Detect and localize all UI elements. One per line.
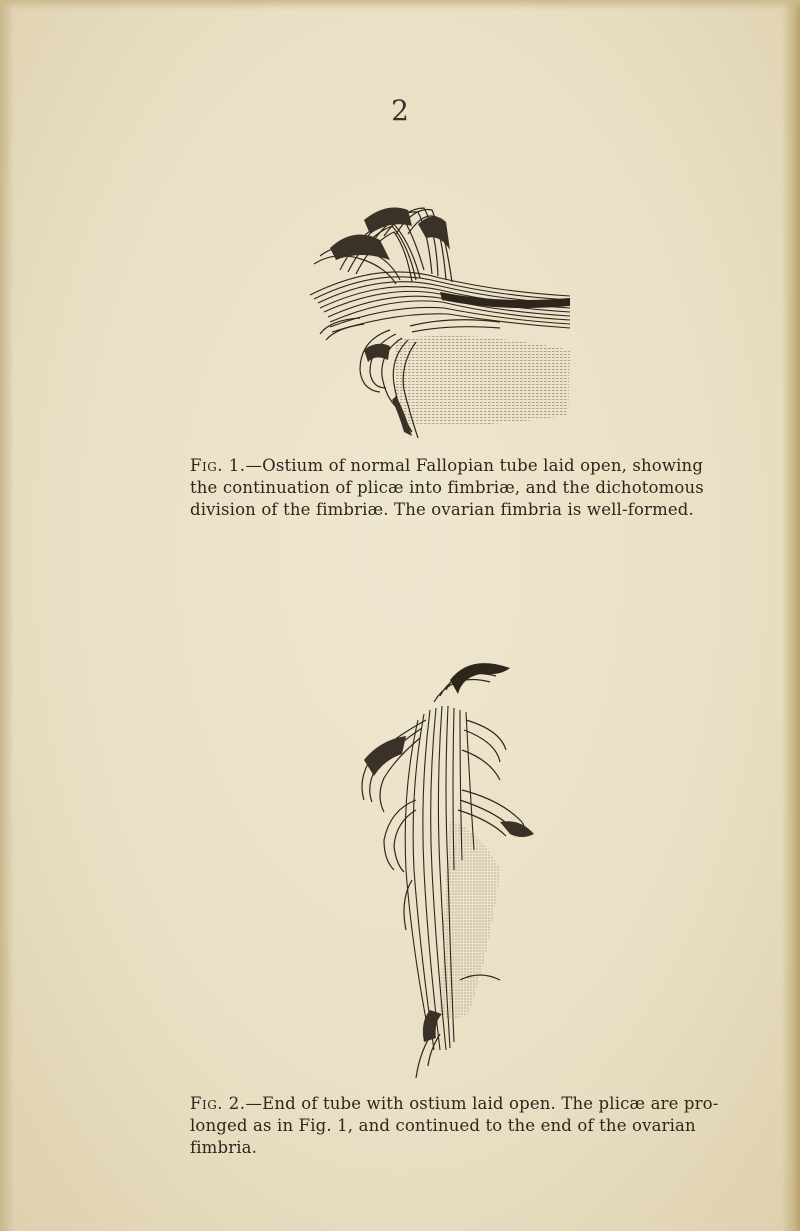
figure-2-caption <box>190 1093 719 1159</box>
page-edge-shadow-top <box>0 0 800 10</box>
caption-line: Fig. 1.—Ostium of normal Fallopian tube laid open, showing <box>190 456 704 475</box>
page-edge-shadow-left <box>0 0 14 1231</box>
page-edge-shadow-right <box>782 0 800 1231</box>
caption-line: Fig. 2.—End of tube with ostium laid open. The plicæ are pro- <box>190 1094 719 1113</box>
figure-2-illustration <box>350 650 560 1080</box>
tube-end-drawing <box>350 650 560 1080</box>
figure-label: Fig. 2. <box>190 1094 246 1113</box>
fallopian-ostium-drawing <box>300 200 590 445</box>
caption-line: the continuation of plicæ into fimbriæ, and the dichotomous <box>190 478 704 497</box>
caption-line: division of the fimbriæ. The ovarian fimbria is well-formed. <box>190 500 694 519</box>
figure-1-caption <box>190 455 704 521</box>
figure-1-illustration <box>300 200 590 445</box>
page-number: 2 <box>391 94 409 127</box>
caption-line: fimbria. <box>190 1138 258 1157</box>
figure-label: Fig. 1. <box>190 456 246 475</box>
caption-line: longed as in Fig. 1, and continued to the end of the ovarian <box>190 1116 696 1135</box>
